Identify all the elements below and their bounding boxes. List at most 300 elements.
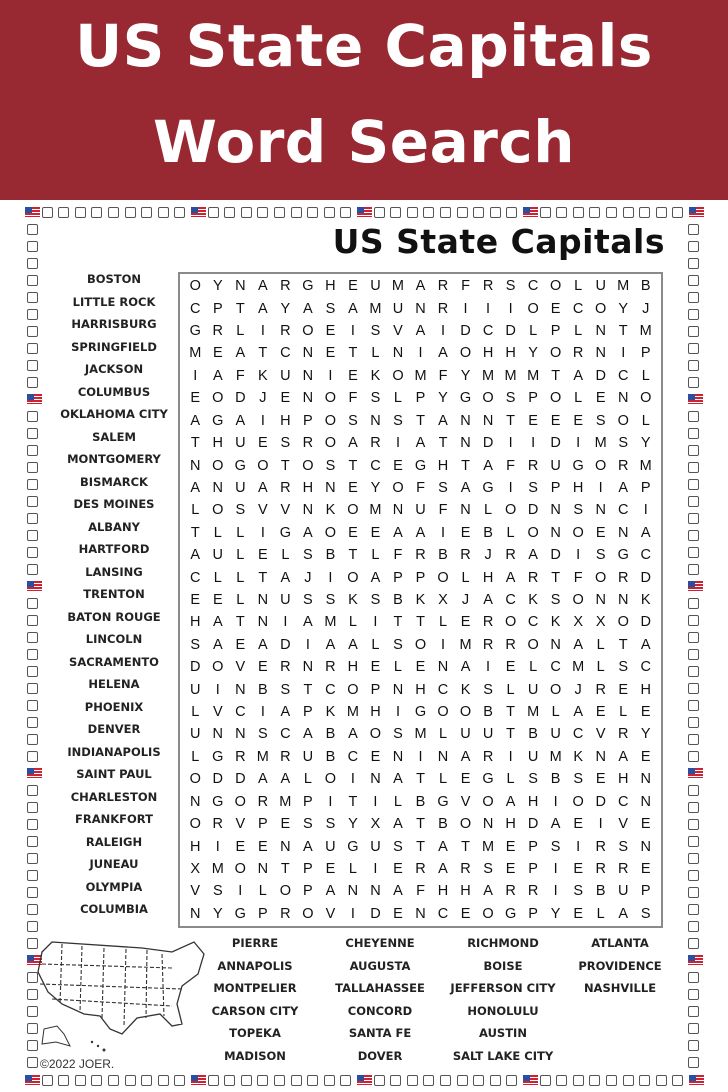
grid-letter: A	[528, 547, 538, 564]
grid-letter: V	[212, 704, 223, 721]
grid-letter: Y	[212, 278, 223, 295]
grid-letter: N	[595, 323, 606, 340]
state-outline-icon	[407, 1075, 418, 1086]
grid-letter: H	[370, 704, 381, 721]
grid-letter: O	[504, 502, 517, 519]
state-outline-icon	[241, 1075, 252, 1086]
grid-letter: A	[348, 300, 358, 317]
state-outline-icon	[27, 411, 38, 422]
grid-letter: E	[550, 300, 561, 317]
grid-letter: I	[508, 479, 513, 496]
word-list-item: CONCORD	[347, 1003, 413, 1018]
grid-letter: U	[527, 748, 539, 765]
grid-letter: H	[302, 479, 314, 496]
state-outline-icon	[688, 785, 699, 796]
grid-letter: E	[325, 860, 336, 877]
state-outline-icon	[27, 853, 38, 864]
state-outline-icon	[573, 1075, 584, 1086]
grid-letter: I	[508, 300, 513, 317]
grid-letter: V	[190, 883, 201, 900]
grid-letter: E	[618, 681, 629, 698]
grid-letter: I	[441, 323, 446, 340]
grid-letter: V	[393, 323, 403, 340]
grid-letter: I	[441, 636, 446, 653]
grid-letter: A	[280, 569, 291, 586]
grid-letter: E	[595, 704, 606, 721]
grid-letter: A	[415, 524, 426, 541]
grid-letter: L	[213, 569, 222, 586]
grid-letter: I	[598, 479, 603, 496]
word-list-item: MADISON	[224, 1048, 286, 1063]
state-outline-icon	[27, 717, 38, 728]
word-list-item: SPRINGFIELD	[71, 339, 157, 354]
grid-letter: P	[303, 704, 313, 721]
grid-letter: T	[348, 547, 358, 564]
state-outline-icon	[291, 207, 302, 218]
grid-letter: N	[212, 479, 224, 496]
state-outline-icon	[688, 734, 699, 745]
grid-letter: O	[324, 412, 337, 429]
grid-letter: D	[550, 547, 561, 564]
state-outline-icon	[27, 598, 38, 609]
grid-letter: D	[595, 793, 606, 810]
grid-letter: P	[257, 816, 268, 833]
word-list-item: TRENTON	[83, 587, 145, 601]
grid-letter: A	[325, 883, 336, 900]
us-flag-icon	[523, 1075, 538, 1085]
grid-letter: T	[416, 816, 425, 833]
grid-letter: O	[324, 435, 337, 452]
grid-letter: O	[347, 681, 359, 698]
grid-letter: A	[573, 636, 583, 653]
state-outline-icon	[27, 734, 38, 745]
grid-letter: A	[393, 524, 403, 541]
grid-letter: O	[324, 524, 337, 541]
grid-letter: S	[325, 300, 336, 317]
word-list-item: PROVIDENCE	[578, 958, 662, 973]
grid-letter: R	[280, 905, 291, 922]
grid-letter: S	[212, 883, 223, 900]
word-search-grid	[178, 272, 663, 928]
grid-letter: L	[191, 704, 200, 721]
grid-letter: A	[483, 457, 493, 474]
grid-letter: A	[438, 860, 448, 877]
grid-letter: E	[370, 524, 381, 541]
grid-letter: T	[280, 457, 290, 474]
grid-letter: E	[505, 860, 516, 877]
grid-letter: A	[212, 367, 223, 384]
grid-letter: I	[508, 748, 513, 765]
grid-letter: S	[573, 771, 583, 788]
state-outline-icon	[473, 1075, 484, 1086]
word-list-item: SAINT PAUL	[76, 767, 152, 781]
grid-letter: R	[527, 883, 539, 900]
word-list-item: ALBANY	[88, 519, 140, 534]
grid-letter: H	[437, 883, 449, 900]
grid-letter: B	[550, 771, 561, 788]
grid-letter: E	[370, 659, 381, 676]
grid-letter: E	[348, 278, 358, 295]
grid-letter: I	[486, 300, 491, 317]
state-outline-icon	[688, 513, 699, 524]
grid-letter: M	[459, 636, 472, 653]
grid-letter: P	[303, 793, 313, 810]
grid-letter: A	[303, 726, 313, 743]
grid-letter: D	[235, 390, 246, 407]
grid-letter: R	[415, 547, 426, 564]
grid-letter: N	[190, 905, 201, 922]
grid-letter: A	[303, 524, 313, 541]
grid-letter: L	[393, 390, 402, 407]
grid-letter: L	[393, 793, 402, 810]
grid-letter: I	[441, 524, 446, 541]
grid-letter: A	[348, 435, 358, 452]
grid-letter: S	[618, 435, 629, 452]
grid-letter: N	[460, 502, 471, 519]
grid-letter: O	[347, 502, 359, 519]
grid-letter: A	[640, 636, 651, 653]
grid-letter: N	[617, 591, 629, 608]
grid-letter: I	[305, 636, 310, 653]
grid-letter: P	[415, 569, 426, 586]
grid-letter: I	[215, 838, 220, 855]
grid-letter: R	[212, 816, 224, 833]
grid-letter: K	[348, 591, 358, 608]
grid-letter: V	[280, 502, 291, 519]
grid-letter: A	[348, 726, 358, 743]
grid-letter: E	[257, 659, 268, 676]
grid-letter: L	[236, 569, 245, 586]
state-outline-icon	[27, 479, 38, 490]
word-list-item: INDIANAPOLIS	[67, 744, 161, 759]
grid-letter: O	[189, 771, 201, 788]
state-outline-icon	[27, 819, 38, 830]
grid-letter: N	[392, 345, 404, 362]
grid-letter: A	[257, 771, 268, 788]
grid-letter: T	[506, 704, 516, 721]
grid-letter: D	[482, 435, 494, 452]
state-outline-icon	[688, 717, 699, 728]
state-outline-icon	[27, 615, 38, 626]
word-list-item: OLYMPIA	[85, 879, 143, 894]
state-outline-icon	[688, 972, 699, 983]
grid-letter: A	[483, 883, 493, 900]
grid-letter: D	[460, 323, 471, 340]
grid-letter: P	[415, 390, 426, 407]
grid-letter: K	[640, 591, 651, 608]
grid-letter: I	[643, 502, 648, 519]
grid-letter: C	[280, 345, 291, 362]
grid-letter: R	[325, 659, 336, 676]
grid-letter: R	[617, 569, 629, 586]
word-list-item: SALEM	[92, 429, 136, 444]
grid-letter: C	[640, 659, 651, 676]
grid-letter: A	[460, 748, 471, 765]
grid-letter: A	[393, 883, 403, 900]
us-flag-icon	[357, 207, 372, 217]
grid-letter: R	[505, 636, 516, 653]
state-outline-icon	[589, 207, 600, 218]
grid-letter: I	[350, 905, 355, 922]
state-outline-icon	[623, 207, 634, 218]
word-list-item: SACRAMENTO	[69, 654, 159, 669]
grid-letter: L	[529, 323, 538, 340]
grid-letter: R	[370, 435, 381, 452]
state-outline-icon	[556, 1075, 567, 1086]
grid-letter: M	[482, 367, 495, 384]
grid-letter: T	[190, 435, 200, 452]
grid-letter: I	[373, 614, 378, 631]
grid-letter: A	[393, 816, 403, 833]
word-list-item: TOPEKA	[229, 1026, 281, 1040]
grid-letter: O	[459, 704, 472, 721]
grid-letter: K	[528, 591, 538, 608]
grid-letter: N	[550, 636, 561, 653]
grid-letter: G	[482, 771, 494, 788]
state-outline-icon	[27, 887, 38, 898]
grid-letter: M	[482, 838, 495, 855]
state-outline-icon	[27, 224, 38, 235]
grid-letter: D	[235, 771, 246, 788]
grid-letter: C	[505, 591, 516, 608]
grid-letter: E	[550, 412, 561, 429]
grid-letter: O	[234, 793, 246, 810]
grid-letter: G	[459, 390, 472, 407]
grid-letter: N	[280, 838, 291, 855]
state-outline-icon	[27, 904, 38, 915]
grid-letter: R	[617, 726, 629, 743]
page-title: US State Capitals	[332, 222, 665, 261]
grid-letter: J	[574, 681, 582, 698]
grid-letter: D	[527, 816, 539, 833]
grid-letter: A	[303, 838, 313, 855]
grid-letter: L	[596, 636, 605, 653]
grid-letter: F	[438, 367, 448, 384]
state-outline-icon	[257, 1075, 268, 1086]
grid-letter: F	[461, 278, 470, 295]
us-flag-icon	[27, 581, 42, 591]
grid-letter: Y	[370, 479, 381, 496]
grid-letter: S	[303, 816, 313, 833]
grid-letter: E	[280, 816, 291, 833]
state-outline-icon	[390, 1075, 401, 1086]
grid-letter: O	[437, 569, 449, 586]
grid-letter: A	[415, 323, 426, 340]
grid-letter: M	[414, 367, 427, 384]
state-outline-icon	[440, 207, 451, 218]
word-list-item: MONTGOMERY	[67, 452, 161, 466]
word-list-item: LANSING	[85, 564, 143, 579]
grid-letter: A	[190, 547, 201, 564]
grid-letter: I	[328, 367, 333, 384]
grid-letter: C	[437, 905, 449, 922]
grid-letter: O	[482, 905, 494, 922]
grid-letter: S	[325, 457, 336, 474]
grid-letter: H	[190, 614, 201, 631]
state-outline-icon	[556, 207, 567, 218]
grid-letter: K	[325, 704, 336, 721]
grid-letter: M	[414, 726, 427, 743]
grid-letter: L	[236, 524, 245, 541]
grid-letter: E	[573, 905, 583, 922]
grid-letter: U	[550, 457, 561, 474]
grid-letter: O	[549, 278, 562, 295]
state-outline-icon	[688, 632, 699, 643]
state-outline-icon	[125, 1075, 136, 1086]
grid-letter: E	[190, 591, 201, 608]
grid-letter: N	[550, 502, 561, 519]
grid-letter: E	[235, 636, 246, 653]
state-outline-icon	[27, 309, 38, 320]
grid-letter: L	[191, 748, 200, 765]
grid-letter: P	[393, 569, 403, 586]
grid-letter: R	[505, 547, 516, 564]
state-outline-icon	[672, 207, 683, 218]
grid-letter: S	[235, 502, 246, 519]
state-outline-icon	[688, 1023, 699, 1034]
grid-letter: N	[392, 502, 404, 519]
grid-letter: A	[280, 704, 291, 721]
grid-letter: J	[304, 569, 312, 586]
grid-letter: R	[595, 681, 606, 698]
word-list-item: RALEIGH	[85, 834, 143, 849]
grid-letter: C	[482, 323, 494, 340]
grid-letter: N	[595, 502, 606, 519]
state-outline-icon	[340, 1075, 351, 1086]
word-list-item: COLUMBUS	[77, 384, 151, 399]
grid-letter: D	[280, 636, 291, 653]
grid-letter: E	[573, 860, 583, 877]
banner-title-line1: US State Capitals	[75, 12, 653, 80]
state-outline-icon	[688, 258, 699, 269]
grid-letter: G	[437, 793, 449, 810]
grid-letter: P	[257, 905, 268, 922]
state-outline-icon	[108, 1075, 119, 1086]
grid-letter: O	[347, 569, 359, 586]
grid-letter: E	[640, 748, 651, 765]
grid-letter: I	[553, 860, 558, 877]
grid-letter: R	[617, 860, 629, 877]
grid-letter: F	[506, 457, 516, 474]
grid-letter: P	[370, 681, 381, 698]
grid-letter: N	[595, 591, 606, 608]
grid-letter: H	[617, 771, 629, 788]
grid-letter: B	[415, 793, 426, 810]
grid-letter: E	[640, 860, 651, 877]
grid-letter: R	[482, 748, 494, 765]
grid-letter: C	[190, 569, 201, 586]
state-outline-icon	[241, 207, 252, 218]
word-list-item: BATON ROUGE	[67, 609, 161, 624]
state-outline-icon	[141, 207, 152, 218]
grid-letter: L	[641, 367, 650, 384]
word-list-item: COLUMBIA	[80, 902, 148, 916]
grid-letter: I	[350, 771, 355, 788]
word-list-item: MONTPELIER	[213, 981, 297, 995]
grid-letter: M	[527, 367, 540, 384]
us-flag-icon	[191, 207, 206, 217]
state-outline-icon	[27, 921, 38, 932]
grid-letter: D	[370, 905, 381, 922]
grid-letter: O	[527, 524, 539, 541]
grid-letter: O	[279, 883, 291, 900]
grid-letter: J	[484, 547, 492, 564]
word-list-item: PHOENIX	[84, 699, 144, 714]
us-flag-icon	[688, 955, 703, 965]
state-outline-icon	[688, 802, 699, 813]
grid-letter: N	[550, 524, 561, 541]
grid-letter: I	[531, 435, 536, 452]
grid-letter: O	[459, 345, 472, 362]
grid-letter: J	[259, 390, 267, 407]
word-list-item: RICHMOND	[467, 936, 539, 950]
grid-letter: J	[642, 300, 650, 317]
grid-letter: T	[551, 367, 561, 384]
grid-letter: L	[303, 771, 312, 788]
grid-letter: N	[640, 771, 651, 788]
grid-letter: C	[572, 726, 584, 743]
state-outline-icon	[688, 666, 699, 677]
grid-letter: E	[393, 457, 403, 474]
grid-letter: M	[549, 748, 562, 765]
grid-letter: F	[348, 390, 358, 407]
grid-letter: U	[212, 547, 224, 564]
grid-letter: D	[640, 614, 651, 631]
state-outline-icon	[656, 207, 667, 218]
grid-letter: P	[528, 390, 538, 407]
grid-letter: G	[414, 457, 427, 474]
grid-letter: N	[595, 748, 606, 765]
grid-letter: M	[527, 704, 540, 721]
grid-letter: O	[212, 457, 224, 474]
grid-letter: M	[279, 793, 292, 810]
grid-letter: S	[573, 883, 583, 900]
grid-letter: C	[325, 681, 336, 698]
state-outline-icon	[27, 462, 38, 473]
grid-letter: I	[373, 860, 378, 877]
state-outline-icon	[688, 1040, 699, 1051]
grid-letter: S	[618, 838, 629, 855]
grid-letter: F	[235, 367, 245, 384]
grid-letter: D	[595, 367, 606, 384]
grid-letter: Y	[438, 390, 448, 407]
grid-letter: E	[460, 771, 471, 788]
grid-letter: R	[595, 860, 606, 877]
grid-letter: U	[235, 435, 246, 452]
grid-letter: A	[415, 435, 426, 452]
grid-letter: K	[415, 591, 426, 608]
us-flag-icon	[25, 207, 40, 217]
state-outline-icon	[108, 207, 119, 218]
grid-letter: J	[461, 591, 470, 608]
grid-letter: V	[325, 905, 336, 922]
grid-letter: I	[576, 547, 581, 564]
word-list-item: CARSON CITY	[211, 1003, 299, 1018]
grid-letter: O	[572, 524, 584, 541]
grid-letter: E	[640, 816, 651, 833]
grid-letter: O	[595, 300, 607, 317]
grid-letter: S	[190, 636, 201, 653]
state-outline-icon	[125, 207, 136, 218]
state-outline-icon	[27, 547, 38, 558]
grid-letter: S	[595, 547, 606, 564]
state-outline-icon	[75, 1075, 86, 1086]
grid-letter: T	[416, 412, 425, 429]
state-outline-icon	[27, 836, 38, 847]
grid-letter: A	[640, 524, 651, 541]
grid-letter: S	[393, 636, 403, 653]
grid-letter: E	[573, 412, 583, 429]
